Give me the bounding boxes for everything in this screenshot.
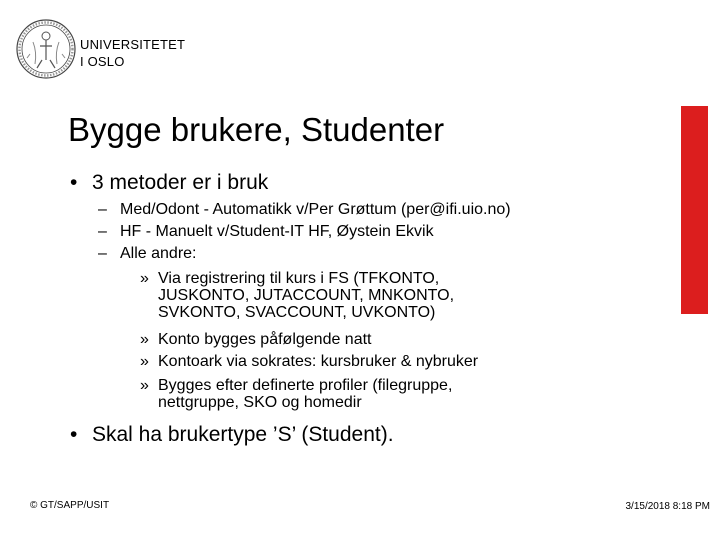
dash-glyph: –: [98, 201, 107, 218]
dash-glyph: –: [98, 223, 107, 240]
sub-sub-text: Konto bygges påfølgende natt: [158, 331, 372, 348]
sub-item: [98, 244, 197, 264]
accent-bar: [681, 106, 708, 314]
sub-glyph: »: [140, 377, 149, 394]
bullet-text: Skal ha brukertype ’S’ (Student).: [92, 423, 394, 446]
sub-text: HF - Manuelt v/Student-IT HF, Øystein Ekvik: [120, 223, 434, 240]
sub-glyph: »: [140, 331, 149, 348]
sub-sub-item: [140, 270, 480, 321]
sub-item: [98, 222, 434, 242]
sub-sub-text: Kontoark via sokrates: kursbruker & nybruker: [158, 353, 479, 370]
sub-text: Med/Odont - Automatikk v/Per Grøttum (per@ifi.uio.no): [120, 201, 511, 218]
bullet-glyph: •: [70, 423, 78, 446]
bullet-item: [70, 170, 268, 196]
university-name-line1: UNIVERSITETET: [80, 37, 186, 52]
sub-text: Alle andre:: [120, 245, 197, 262]
slide-title: Bygge brukere, Studenter: [68, 111, 445, 148]
university-seal-icon: [15, 18, 77, 80]
footer-date: 3/15/2018 8:18 PM: [625, 501, 710, 512]
dash-glyph: –: [98, 245, 107, 262]
bullet-text: 3 metoder er i bruk: [92, 171, 269, 194]
sub-sub-item: [140, 377, 500, 411]
university-name-line2: I OSLO: [80, 54, 125, 69]
sub-sub-item: [140, 353, 580, 370]
sub-glyph: »: [140, 270, 149, 287]
university-name: [80, 36, 185, 70]
sub-item: [98, 200, 511, 220]
sub-sub-item: [140, 331, 580, 348]
bullet-glyph: •: [70, 171, 78, 194]
bullet-item: [70, 422, 394, 448]
sub-glyph: »: [140, 353, 149, 370]
sub-sub-text: Via registrering til kurs i FS (TFKONTO, JUSKONTO, JUTACCOUNT, MNKONTO, SVKONTO, SVACCOUNT, UVKONTO): [158, 270, 455, 321]
sub-sub-text: Bygges efter definerte profiler (filegruppe, nettgruppe, SKO og homedir: [158, 377, 453, 411]
footer-copyright: © GT/SAPP/USIT: [30, 500, 110, 511]
